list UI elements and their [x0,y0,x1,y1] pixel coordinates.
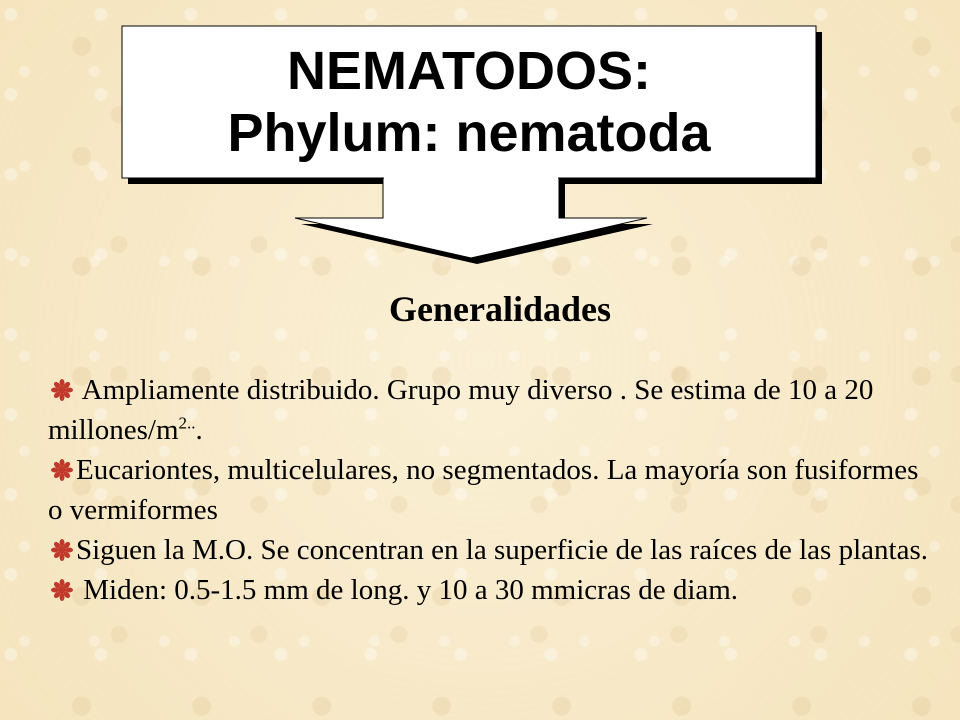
red-flower-bullet-icon [48,378,76,402]
bullet-item [48,450,938,530]
bullet-tail: . [195,414,203,446]
red-flower-bullet-icon [48,458,76,482]
red-flower-bullet-icon [48,538,76,562]
red-flower-bullet-icon [48,578,76,602]
bullet-superscript: 2.. [178,413,196,433]
bullet-list [48,370,938,610]
bullet-text: Ampliamente distribuido. Grupo muy diverso . Se estima de 10 a 20 millones/m [48,374,874,446]
page-title-line-1: NEMATODOS: [287,41,651,101]
bullet-item [48,370,938,450]
title-box [122,26,816,178]
callout-arrow [295,178,647,258]
bullet-text: Miden: 0.5-1.5 mm de long. y 10 a 30 mmicras de diam. [76,574,739,606]
bullet-text: Eucariontes, multicelulares, no segmentados. La mayoría son fusiformes o vermiformes [48,454,919,526]
section-heading: Generalidades [389,289,611,329]
bullet-text: Siguen la M.O. Se concentran en la superficie de las raíces de las plantas. [76,534,928,566]
page-title-line-2: Phylum: nematoda [227,103,711,163]
bullet-item [48,570,938,610]
bullet-item [48,530,938,570]
